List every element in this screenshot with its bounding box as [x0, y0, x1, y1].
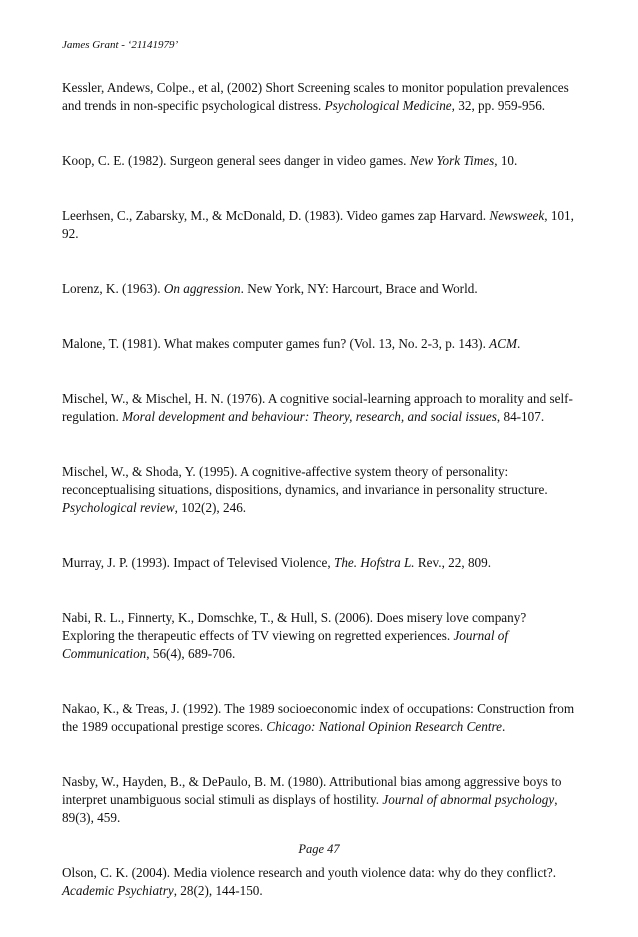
reference-details: , 32, pp. 959-956. [451, 98, 546, 113]
reference-entry [62, 700, 582, 736]
reference-entry [62, 773, 582, 827]
reference-source: Psychological review [62, 500, 175, 515]
page-number: Page 47 [298, 842, 340, 856]
reference-text: Murray, J. P. (1993). Impact of Televised Violence, [62, 555, 334, 570]
reference-list [62, 79, 582, 937]
reference-details: , 10. [494, 153, 518, 168]
reference-text: Olson, C. K. (2004). Media violence research and youth violence data: why do they conflict?. [62, 865, 557, 880]
reference-details: Rev., 22, 809. [414, 555, 492, 570]
reference-text: Nakao, K., & Treas, J. (1992). The 1989 socioeconomic index of occupations: Construction from the 1989 occupational prestige scores. [62, 701, 575, 734]
reference-entry [62, 79, 582, 115]
reference-details: , 28(2), 144-150. [173, 883, 263, 898]
reference-details: . New York, NY: Harcourt, Brace and World. [240, 281, 478, 296]
reference-source: Moral development and behaviour: Theory, research, and social issues [122, 409, 497, 424]
reference-entry [62, 390, 582, 426]
reference-details: , 56(4), 689-706. [146, 646, 236, 661]
reference-source: New York Times [409, 153, 495, 168]
reference-entry [62, 864, 582, 900]
reference-entry [62, 207, 582, 243]
reference-source: Newsweek [489, 208, 545, 223]
reference-source: On aggression [163, 281, 241, 296]
reference-text: Koop, C. E. (1982). Surgeon general sees danger in video games. [62, 153, 410, 168]
reference-details: , 101, 92. [62, 208, 574, 241]
reference-entry [62, 554, 582, 572]
reference-details: , 102(2), 246. [174, 500, 247, 515]
reference-text: Nabi, R. L., Finnerty, K., Domschke, T., & Hull, S. (2006). Does misery love company? Exploring the therapeutic effects of TV viewing on regretted experiences. [62, 610, 527, 643]
reference-text: Malone, T. (1981). What makes computer games fun? (Vol. 13, No. 2-3, p. 143). [62, 336, 490, 351]
reference-details: . [517, 336, 521, 351]
reference-source: Psychological Medicine [324, 98, 452, 113]
reference-source: Academic Psychiatry [62, 883, 174, 898]
reference-text: Mischel, W., & Shoda, Y. (1995). A cognitive-affective system theory of personality: reconceptualising situations, dispositions, dynamics, and invariance in personality structure. [62, 464, 548, 497]
reference-source: ACM [489, 336, 518, 351]
reference-text: Lorenz, K. (1963). [62, 281, 164, 296]
reference-text: Mischel, W., & Mischel, H. N. (1976). A cognitive social-learning approach to morality and self-regulation. [62, 391, 573, 424]
reference-entry [62, 463, 582, 517]
reference-source: Journal of abnormal psychology [382, 792, 555, 807]
reference-text: Nasby, W., Hayden, B., & DePaulo, B. M. (1980). Attributional bias among aggressive boys to interpret unambiguous social stimuli as displays of hostility. [62, 774, 562, 807]
reference-entry [62, 152, 582, 170]
reference-text: Leerhsen, C., Zabarsky, M., & McDonald, D. (1983). Video games zap Harvard. [62, 208, 490, 223]
page-header: James Grant - ‘21141979’ [62, 39, 179, 51]
reference-details: , 84-107. [496, 409, 545, 424]
reference-entry [62, 609, 582, 663]
reference-source: Chicago: National Opinion Research Centre [266, 719, 502, 734]
reference-text: Kessler, Andews, Colpe., et al, (2002) Short Screening scales to monitor population prevalences and trends in non-specific psychological distress. [62, 80, 569, 113]
reference-source: Journal of Communication [62, 628, 509, 661]
reference-entry [62, 280, 582, 298]
reference-source: The. Hofstra L. [333, 555, 415, 570]
reference-entry [62, 335, 582, 353]
reference-details: . [501, 719, 506, 734]
reference-details: , 89(3), 459. [62, 792, 558, 825]
